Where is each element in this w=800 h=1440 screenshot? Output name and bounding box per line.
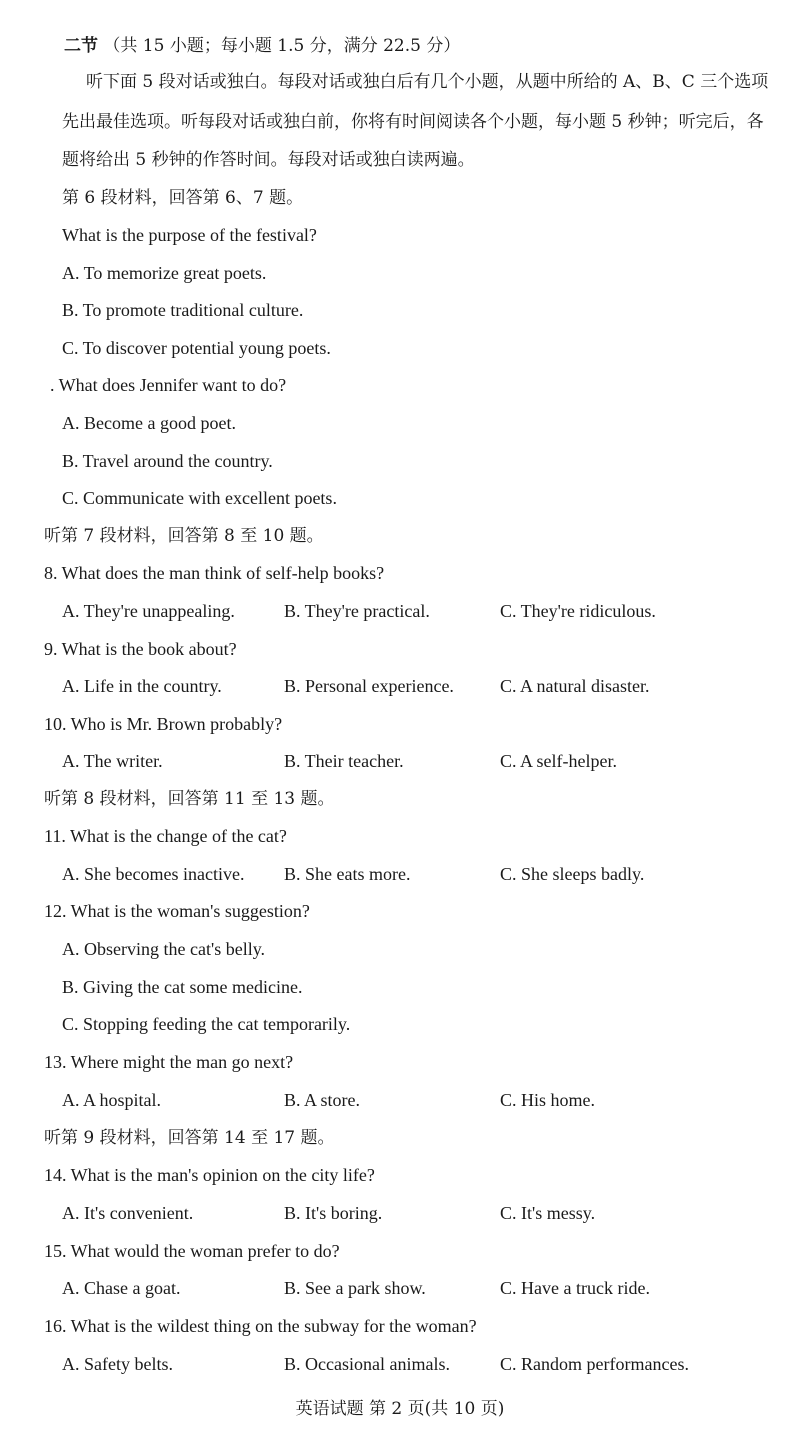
- question-stem: . What does Jennifer want to do?: [50, 375, 287, 395]
- option-b: B. Their teacher.: [284, 751, 404, 771]
- page-footer: 英语试题 第 2 页(共 10 页): [295, 1399, 505, 1419]
- option-c: C. They're ridiculous.: [500, 601, 656, 621]
- option-c: C. Have a truck ride.: [500, 1278, 650, 1298]
- group-heading: 第 6 段材料，回答第 6、7 题。: [62, 188, 304, 208]
- question-stem: 14. What is the man's opinion on the city life?: [44, 1165, 375, 1185]
- question-stem: 13. Where might the man go next?: [44, 1052, 294, 1072]
- option-b: B. Travel around the country.: [62, 451, 273, 471]
- option-b: B. See a park show.: [284, 1278, 426, 1298]
- option-c: C. Communicate with excellent poets.: [62, 488, 337, 508]
- option-a: A. The writer.: [62, 751, 163, 771]
- option-b: B. A store.: [284, 1090, 361, 1110]
- option-a: A. Life in the country.: [62, 676, 222, 696]
- option-a: A. Become a good poet.: [62, 413, 236, 433]
- question-stem: 9. What is the book about?: [44, 639, 237, 659]
- group-heading: 听第 7 段材料，回答第 8 至 10 题。: [44, 526, 324, 546]
- option-c: C. A natural disaster.: [500, 676, 650, 696]
- option-a: A. Observing the cat's belly.: [62, 939, 266, 959]
- instruction-line-2: 先出最佳选项。听每段对话或独白前，你将有时间阅读各个小题，每小题 5 秒钟；听完后，各: [62, 112, 764, 132]
- instruction-line-1: 听下面 5 段对话或独白。每段对话或独白后有几个小题，从题中所给的 A、B、C 三个选项: [86, 72, 769, 92]
- option-c: C. A self-helper.: [500, 751, 617, 771]
- option-a: A. It's convenient.: [62, 1203, 194, 1223]
- instruction-line-3: 题将给出 5 秒钟的作答时间。每段对话或独白读两遍。: [62, 150, 475, 170]
- option-b: B. Giving the cat some medicine.: [62, 977, 303, 997]
- section-scoring: （共 15 小题；每小题 1.5 分，满分 22.5 分）: [103, 36, 461, 56]
- option-b: B. She eats more.: [284, 864, 411, 884]
- section-header: [64, 34, 460, 58]
- option-a: A. A hospital.: [62, 1090, 162, 1110]
- option-b: B. They're practical.: [284, 601, 430, 621]
- option-c: C. Stopping feeding the cat temporarily.: [62, 1014, 351, 1034]
- group-heading: 听第 8 段材料，回答第 11 至 13 题。: [44, 789, 335, 809]
- option-c: C. His home.: [500, 1090, 596, 1110]
- section-title: 二节: [64, 36, 98, 56]
- option-b: B. It's boring.: [284, 1203, 383, 1223]
- option-a: A. Safety belts.: [62, 1354, 173, 1374]
- option-c: C. It's messy.: [500, 1203, 596, 1223]
- group-heading: 听第 9 段材料，回答第 14 至 17 题。: [44, 1128, 335, 1148]
- option-c: C. She sleeps badly.: [500, 864, 645, 884]
- option-a: A. She becomes inactive.: [62, 864, 245, 884]
- option-b: B. Occasional animals.: [284, 1354, 450, 1374]
- question-stem: What is the purpose of the festival?: [62, 225, 317, 245]
- option-c: C. To discover potential young poets.: [62, 338, 331, 358]
- option-c: C. Random performances.: [500, 1354, 689, 1374]
- question-stem: 12. What is the woman's suggestion?: [44, 901, 310, 921]
- question-stem: 10. Who is Mr. Brown probably?: [44, 714, 283, 734]
- question-stem: 16. What is the wildest thing on the subway for the woman?: [44, 1316, 477, 1336]
- question-stem: 8. What does the man think of self-help books?: [44, 563, 385, 583]
- option-b: B. Personal experience.: [284, 676, 454, 696]
- option-a: A. Chase a goat.: [62, 1278, 181, 1298]
- option-b: B. To promote traditional culture.: [62, 300, 304, 320]
- option-a: A. They're unappealing.: [62, 601, 235, 621]
- option-a: A. To memorize great poets.: [62, 263, 267, 283]
- question-stem: 15. What would the woman prefer to do?: [44, 1241, 340, 1261]
- question-stem: 11. What is the change of the cat?: [44, 826, 287, 846]
